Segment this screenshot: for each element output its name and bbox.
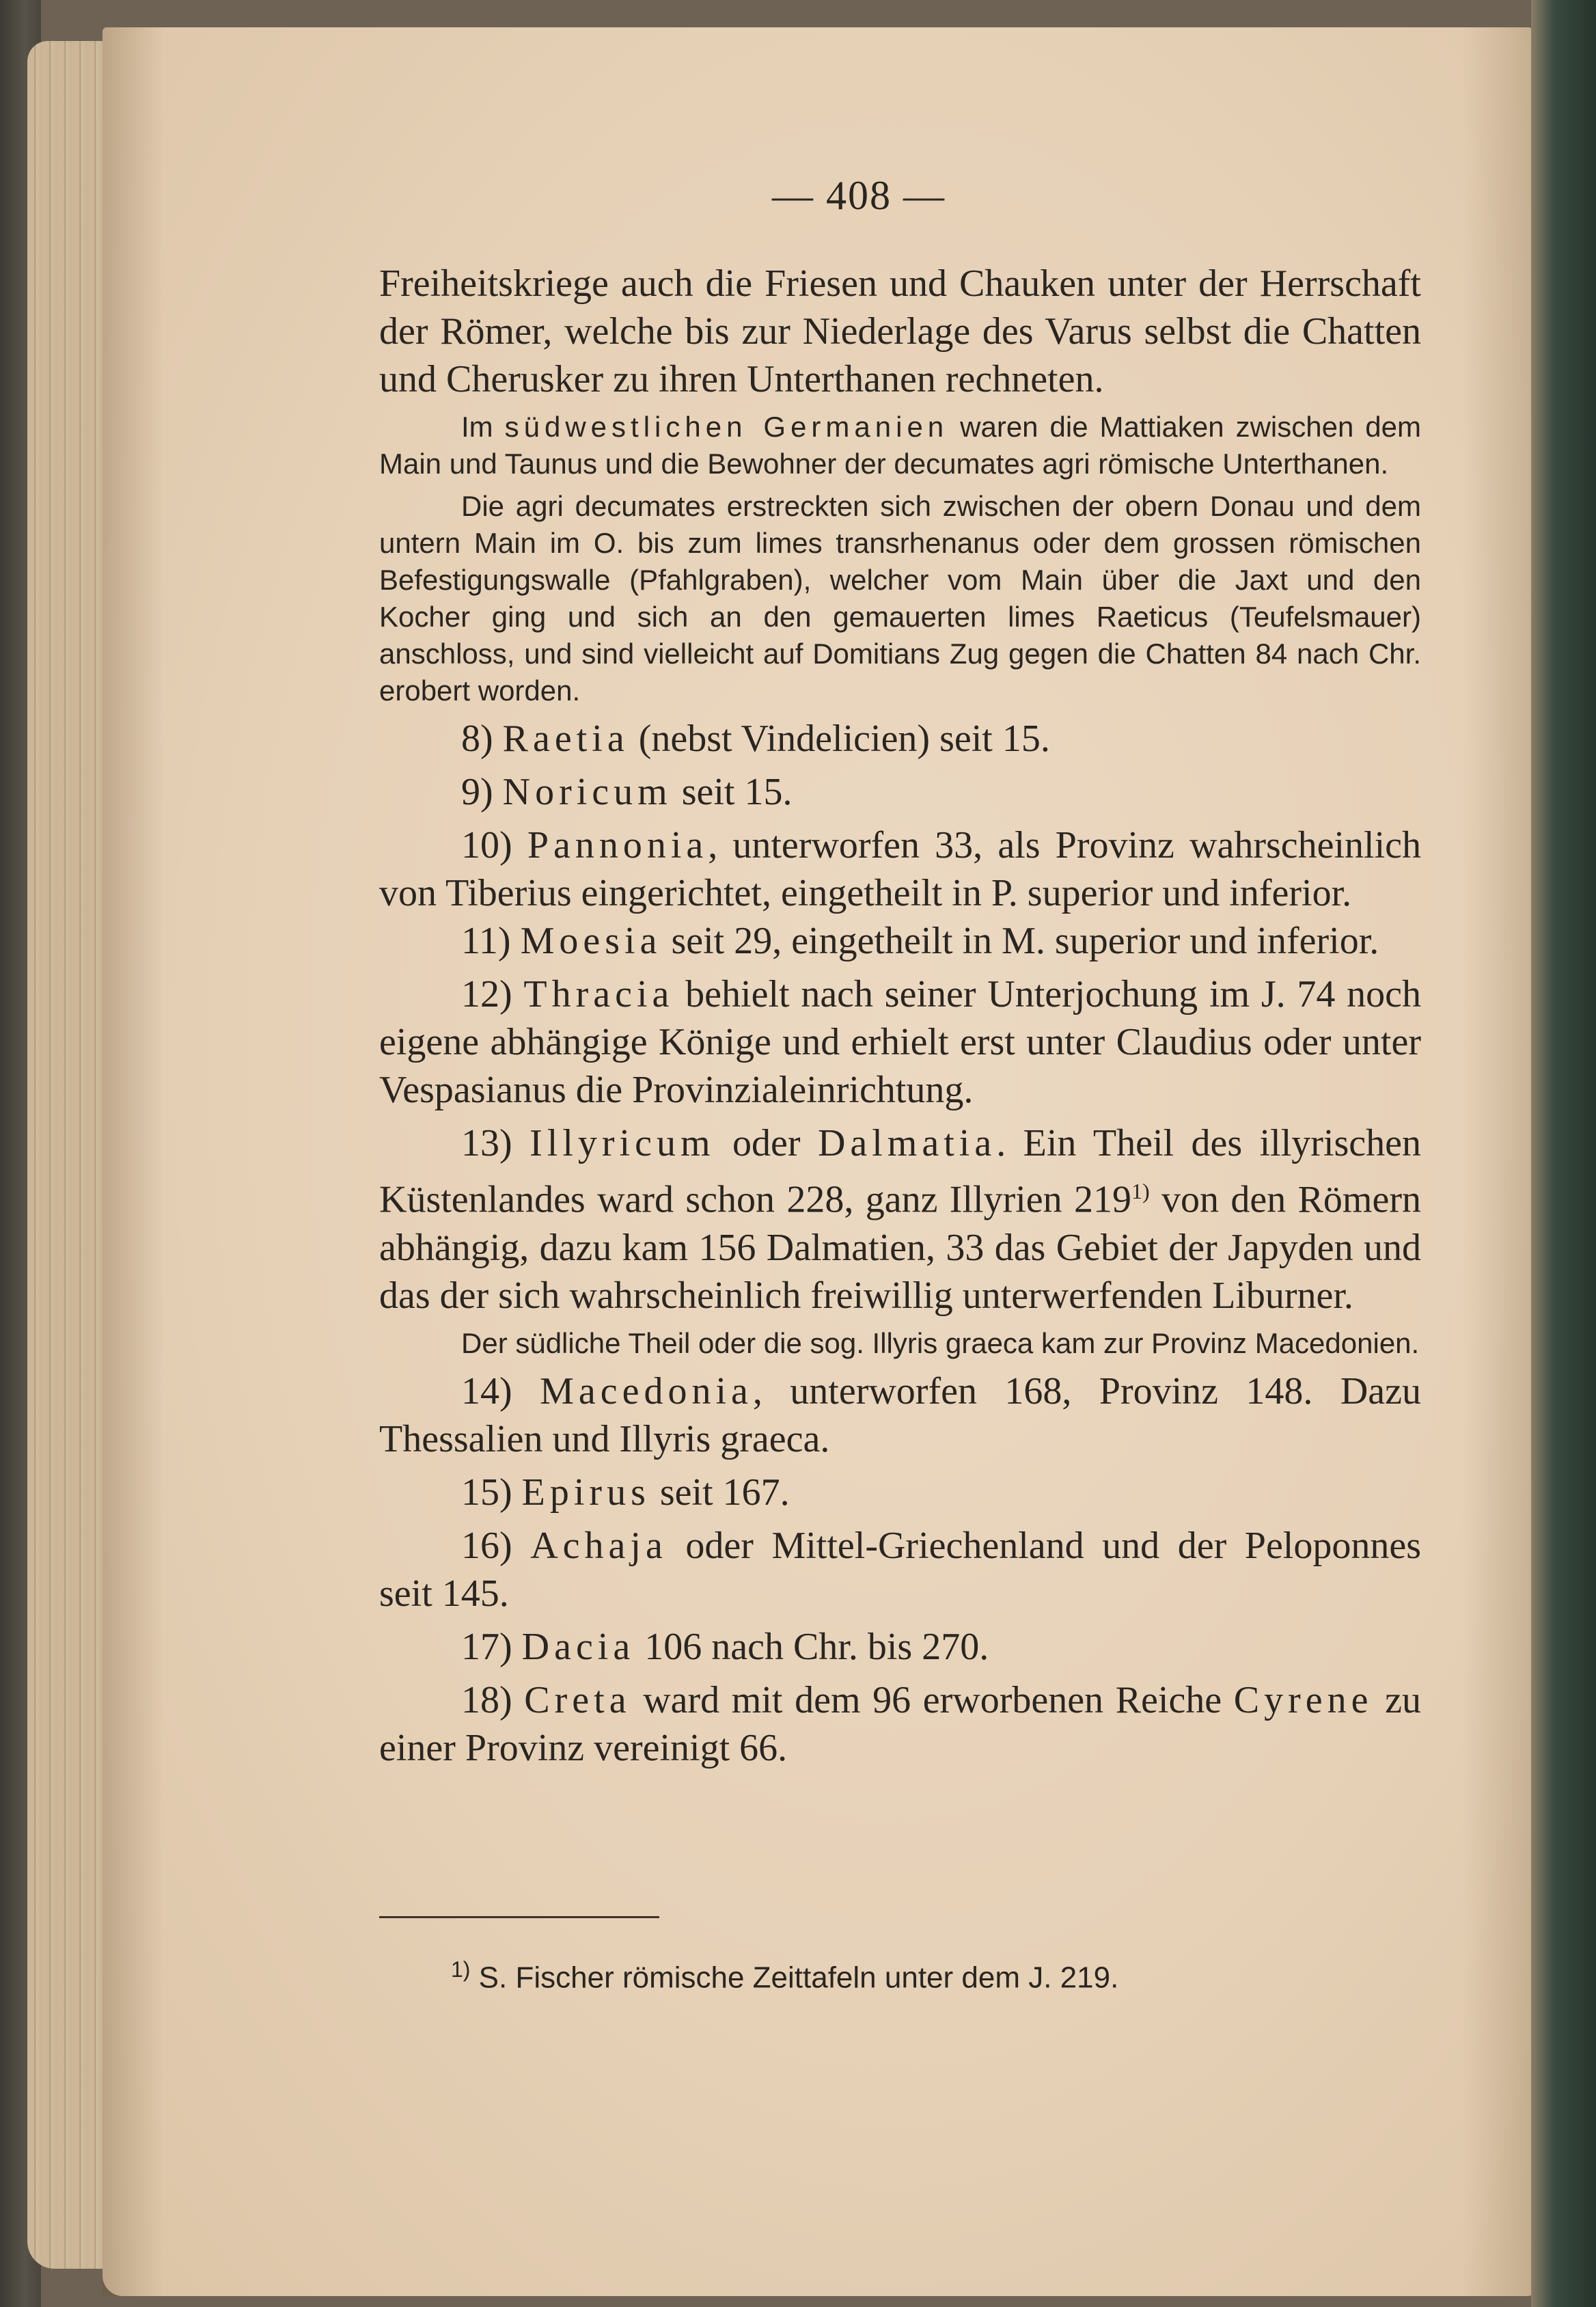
page-text: [379, 260, 1421, 1772]
item-text: behielt nach seiner Unterjochung im J. 74 noch eigene abhängige Könige und erhielt erst unter Claudius oder unter Vespasianus die Provinzialeinrichtung.: [379, 973, 1421, 1111]
note-illyris-graeca: Der südliche Theil oder die sog. Illyris graeca kam zur Provinz Macedonien.: [461, 1326, 1420, 1359]
province-name: Epirus: [521, 1471, 650, 1514]
province-name: Raetia: [502, 718, 629, 760]
item-14: [379, 1367, 1421, 1463]
item-text: oder Mittel-Griechenland und der Peloponnes seit 145.: [379, 1524, 1422, 1615]
item-8: [379, 715, 1421, 763]
footnote-mark: 1): [451, 1957, 471, 1982]
item-11: [379, 917, 1421, 965]
province-name: Macedonia: [540, 1369, 753, 1412]
page-shadow-left: [102, 27, 164, 2296]
note1-lead: Im: [461, 411, 505, 443]
item-text: 106 nach Chr. bis 270.: [635, 1625, 989, 1668]
item-text: zu einer Provinz vereinigt 66.: [379, 1678, 1421, 1769]
province-name-illyricum: Illyricum: [529, 1122, 715, 1164]
item-12: [379, 970, 1421, 1114]
item-18: [379, 1676, 1421, 1772]
province-name: Dacia: [521, 1625, 635, 1668]
province-name: Achaja: [530, 1524, 668, 1567]
item-text: . Ein Theil des illyrischen Küstenlandes ward schon 228, ganz Illyrien 219: [379, 1122, 1422, 1221]
footnote: [451, 1949, 1407, 1999]
item-15: [379, 1469, 1421, 1516]
paragraph-1: Freiheitskriege auch die Friesen und Chauken unter der Herrschaft der Römer, welche bis zur Niederlage des Varus selbst die Chatten und Cherusker zu ihren Unterthanen rechneten.: [379, 262, 1421, 400]
item-number: 11): [461, 920, 511, 962]
note1-rest: waren die Mattiaken zwischen dem Main und Taunus und die Bewohner der decumates agri römische Unterthanen.: [379, 411, 1421, 480]
province-name: Pannonia: [527, 824, 708, 866]
province-name: Moesia: [520, 920, 662, 962]
item-text: , unterworfen 33, als Provinz wahrscheinlich von Tiberius eingerichtet, eingetheilt in P. superior und inferior.: [379, 824, 1422, 914]
page-shadow-right: [1462, 27, 1537, 2296]
item-text: ward mit dem 96 erworbenen Reiche: [631, 1678, 1234, 1721]
item-number: 9): [461, 771, 493, 813]
item-number: 15): [461, 1471, 512, 1514]
item-number: 12): [461, 973, 512, 1015]
item-number: 13): [461, 1122, 512, 1164]
province-name-creta: Creta: [524, 1678, 631, 1721]
footnote-text: S. Fischer römische Zeittafeln unter dem J. 219.: [470, 1961, 1119, 1995]
item-number: 14): [461, 1369, 512, 1412]
footnote-divider: [379, 1916, 659, 1918]
item-text: (nebst Vindelicien) seit 15.: [629, 718, 1050, 760]
note-suedwestlichen-germanien: [379, 409, 1421, 482]
province-name-cyrene: Cyrene: [1233, 1678, 1373, 1721]
item-10: [379, 821, 1421, 917]
item-text: , unterworfen 168, Provinz 148. Dazu Thessalien und Illyris graeca.: [379, 1369, 1422, 1460]
book-spine-right: [1531, 0, 1596, 2307]
item-number: 17): [461, 1625, 512, 1668]
province-name: Noricum: [502, 771, 672, 813]
item-text: seit 29, eingetheilt in M. superior und inferior.: [661, 920, 1379, 962]
province-name: Thracia: [523, 973, 674, 1015]
note-agri-decumates: Die agri decumates erstreckten sich zwischen der obern Donau und dem untern Main im O. bis zum limes transrhenanus oder dem grossen römischen Befestigungswalle (Pfahlgraben), welcher vom Main über die Jaxt und den Kocher ging und sich an den gemauerten limes Raeticus (Teufelsmauer) anschloss, und sind vielleicht auf Domitians Zug gegen die Chatten 84 nach Chr. erobert worden.: [379, 490, 1421, 707]
item-13: [379, 1119, 1421, 1320]
item-text: seit 15.: [672, 771, 793, 813]
item-17: [379, 1623, 1421, 1671]
item-16: [379, 1522, 1421, 1617]
item-number: 8): [461, 718, 493, 760]
note1-spaced: südwestlichen Germanien: [504, 411, 949, 443]
item-9: [379, 768, 1421, 816]
item-text: von den Römern abhängig, dazu kam 156 Dalmatien, 33 das Gebiet der Japyden und das der sich wahrscheinlich freiwillig unterwerfenden Liburner.: [379, 1178, 1421, 1317]
item-number: 18): [461, 1678, 512, 1721]
footnote-reference: 1): [1131, 1179, 1150, 1203]
item-number: 16): [461, 1524, 512, 1567]
province-name-dalmatia: Dalmatia: [817, 1122, 997, 1164]
page-number: — 408 —: [772, 173, 946, 218]
item-number: 10): [461, 824, 512, 866]
item-text: oder: [715, 1122, 818, 1164]
item-text: seit 167.: [650, 1471, 790, 1514]
